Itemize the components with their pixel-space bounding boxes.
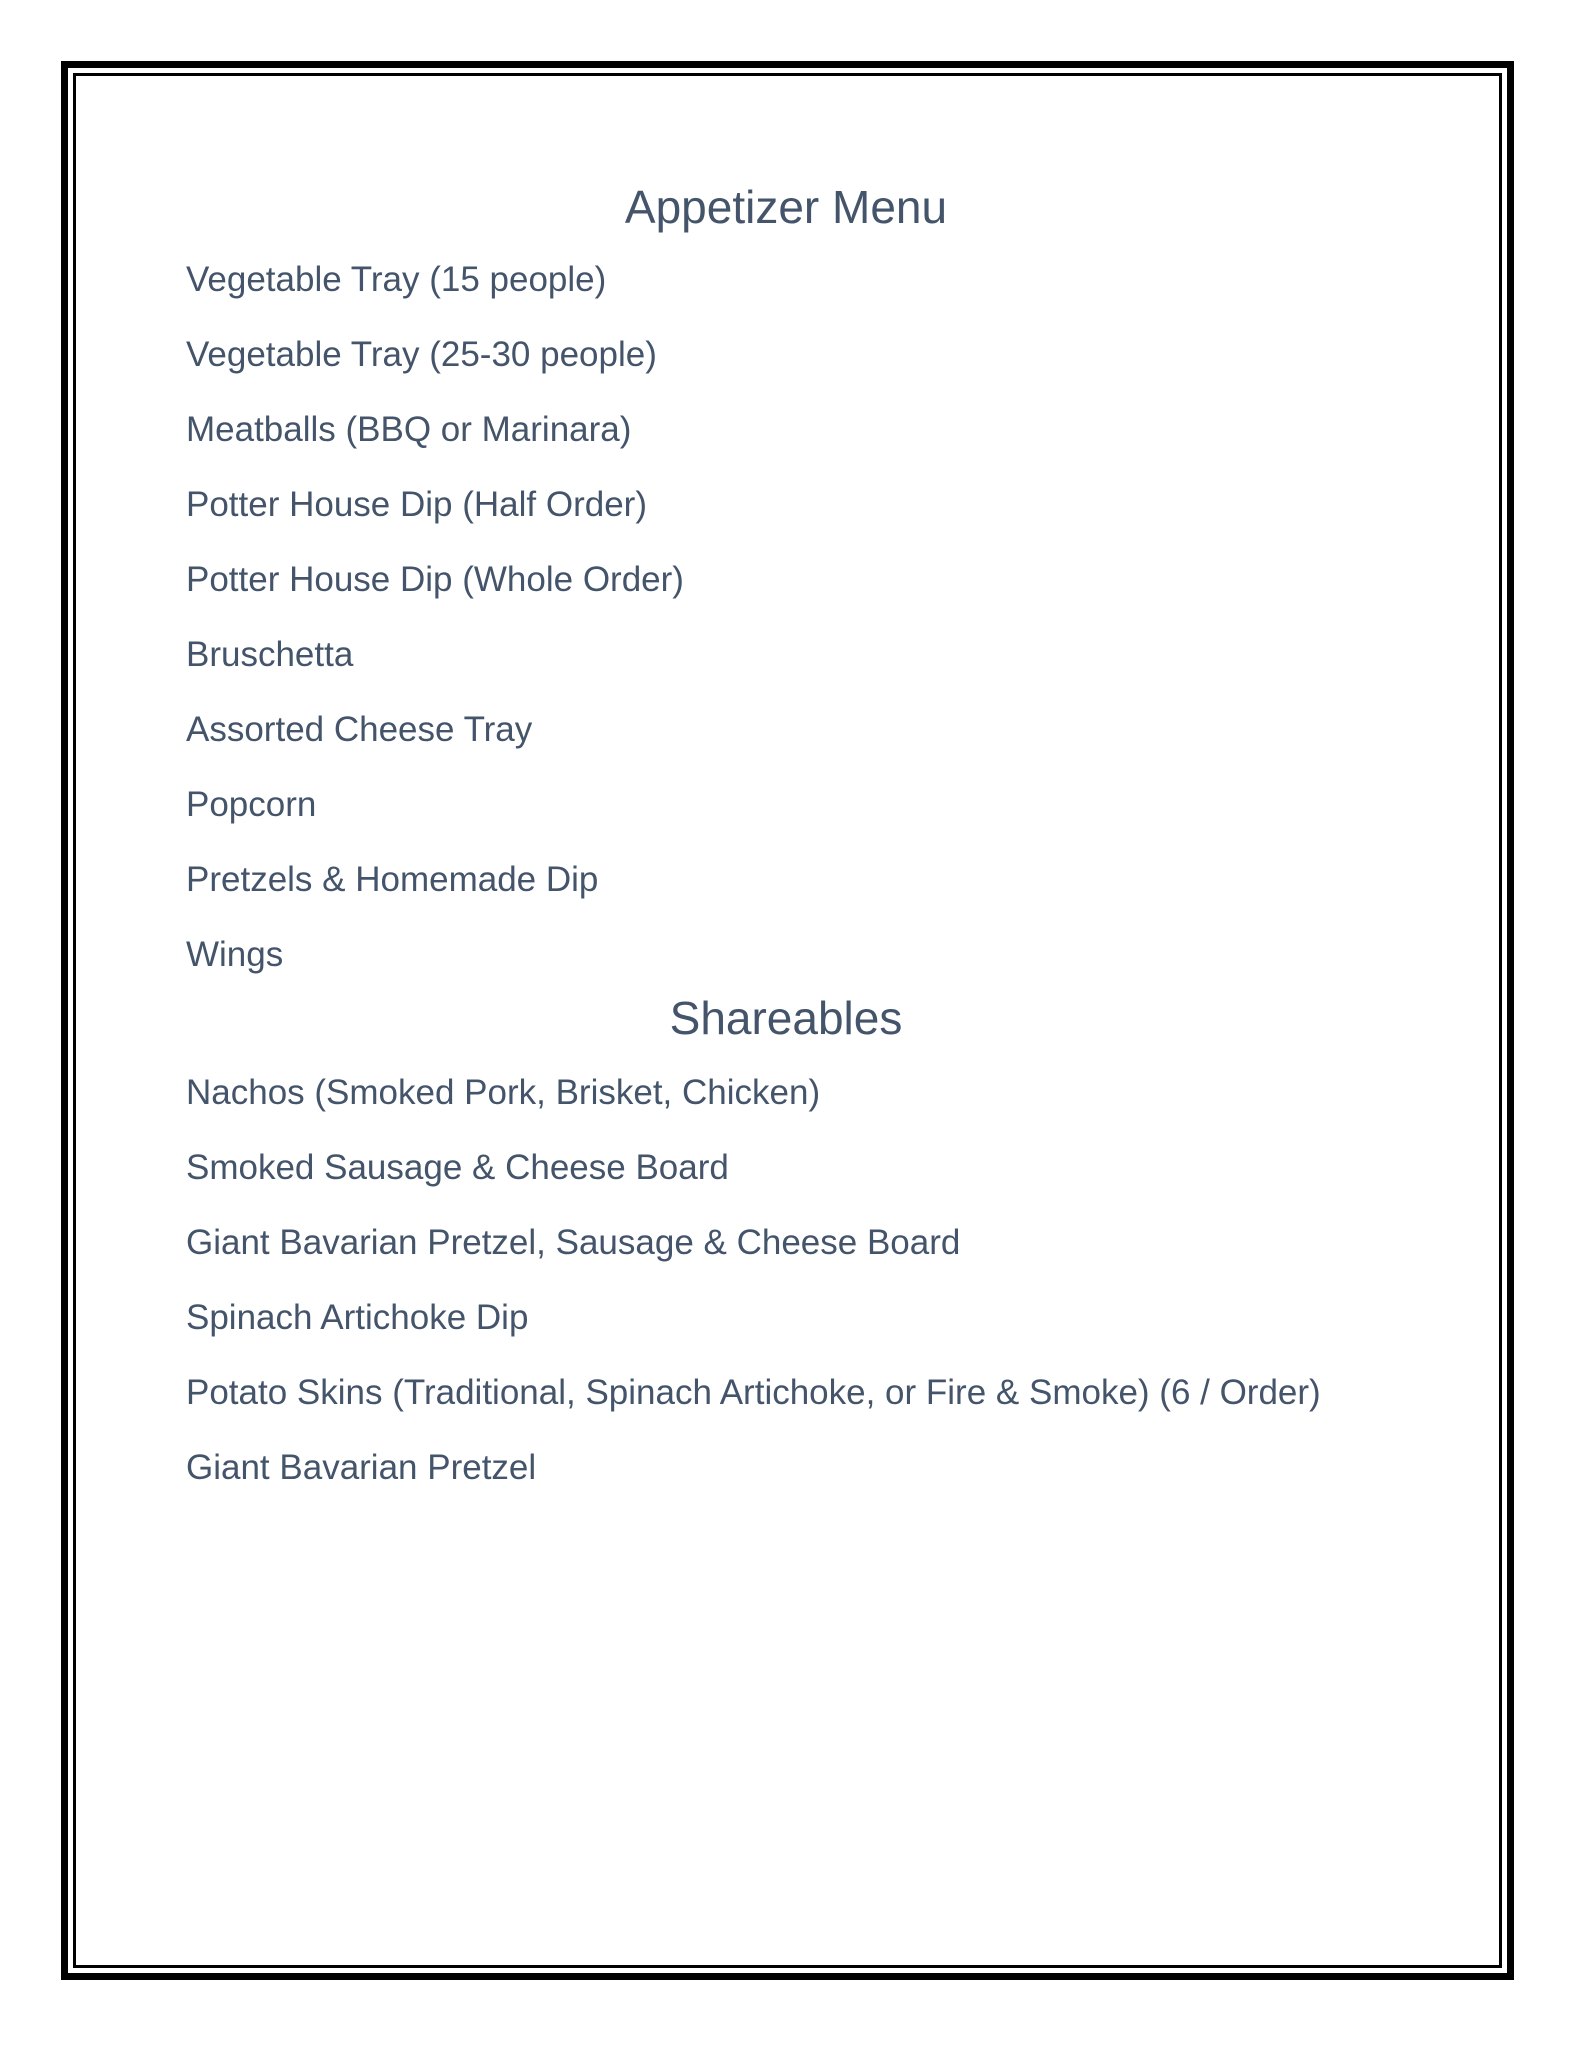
menu-item: Popcorn — [186, 785, 317, 825]
menu-item: Assorted Cheese Tray — [186, 710, 533, 750]
menu-item: Bruschetta — [186, 635, 354, 675]
menu-item: Potter House Dip (Whole Order) — [186, 560, 684, 600]
menu-item: Spinach Artichoke Dip — [186, 1298, 529, 1338]
appetizer-section — [186, 180, 1386, 981]
shareables-heading: Shareables — [669, 992, 903, 1045]
menu-item: Nachos (Smoked Pork, Brisket, Chicken) — [186, 1073, 821, 1113]
menu-item: Vegetable Tray (25-30 people) — [186, 335, 657, 375]
menu-item: Giant Bavarian Pretzel, Sausage & Cheese Board — [186, 1223, 961, 1263]
shareables-list — [186, 1066, 1386, 1494]
shareables-section — [186, 991, 1386, 1494]
menu-item: Smoked Sausage & Cheese Board — [186, 1148, 729, 1188]
menu-item: Wings — [186, 935, 284, 975]
menu-item: Potato Skins (Traditional, Spinach Artichoke, or Fire & Smoke) (6 / Order) — [186, 1373, 1321, 1413]
menu-item: Vegetable Tray (15 people) — [186, 260, 607, 300]
appetizer-heading: Appetizer Menu — [624, 181, 948, 233]
appetizer-list — [186, 253, 1386, 981]
menu-item: Giant Bavarian Pretzel — [186, 1448, 537, 1488]
menu-item: Potter House Dip (Half Order) — [186, 485, 647, 525]
menu-item: Meatballs (BBQ or Marinara) — [186, 410, 632, 450]
menu-item: Pretzels & Homemade Dip — [186, 860, 599, 900]
menu-content — [186, 180, 1386, 1516]
